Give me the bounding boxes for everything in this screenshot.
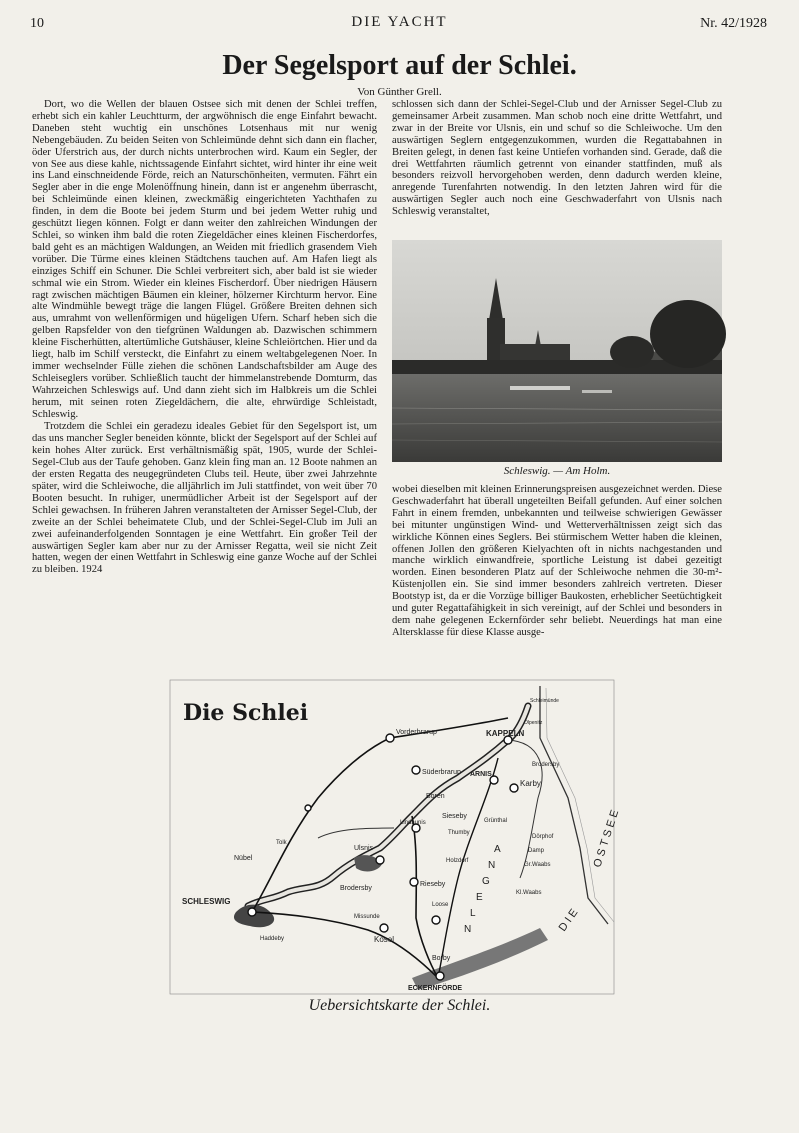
map-region-letter: A [494,844,501,855]
paragraph: Trotzdem die Schlei ein geradezu ideales Gebiet für den Segelsport ist, um das uns mancher Segler beneiden könnte, blickt der Segelsport auf der Schlei auf kein hohes Alter zurück. Erst verhältnismäßig spät, 1905, wurde der Schlei-Segel-Club aus der Taufe gehoben. Ganz klein fing man an. 12 Boote nahmen an der ersten Regatta des neugegründeten Clubs teil. Heute, über zwei Jahrzehnte später, wird die Schleiwoche, die alljährlich im Juli stattfindet, von weit über 70 Booten besucht. In ruhiger, unermüdlicher Arbeit ist der Segelsport auf der Schlei gewachsen. In früheren Jahren veranstalteten der Arnisser Segel-Club, der zweite an der Schlei beheimatete Club, und der Schlei-Segel-Club im Juli an zwei aufeinanderfolgenden Sonntagen je eine Wettfahrt. Ein großer Teil der auswärtigen Segler kam aber nur zu der Arnisser Regatta, weil sie nicht Zeit hatten, wegen der einen Wettfahrt in Schleswig eine ganze Woche auf der Schlei zu bleiben. 1924 [32,421,377,576]
map-label-holzdorf: Holzdorf [446,858,469,864]
map-label-olpenitz: Olpenitz [524,720,543,726]
paragraph: schlossen sich dann der Schlei-Segel-Club und der Arnisser Segel-Club zu gemeinsamer Arbeit zusammen. Man schob noch eine dritte Wettfahrt, und zwar in der Breite vor Ulsnis, ein und schuf so die Schleiwoche. Um den auswärtigen Seglern entgegenzukommen, wurden die Regattabahnen in Breiten gelegt, in denen fast keine Untiefen vorhanden sind. Gerade, daß die drei Wettfahrten räumlich getrennt von einander stattfinden, muß als besonders reizvoll hervorgehoben werden, denn dadurch werden kleine, anregende Turenfahrten notwendig. In den letzten Jahren wird für die auswärtigen Segler auch noch eine Geschwaderfahrt von Ulsnis nach Schleswig veranstaltet, [392,99,722,218]
map-label-lindaunis: Lindaunis [400,820,426,826]
map-label-kl-waabs: Kl.Waabs [516,890,542,896]
map-region-letter: N [488,860,496,871]
map-label-ulsnis: Ulsnis [354,845,374,852]
article-column-right-top [392,99,722,219]
map-label-doerphof: Dörphof [532,834,554,840]
map-label-suderbrarup: Süderbrarup [422,769,461,776]
map-label-gruenthal: Grünthal [484,818,508,824]
map-label-schleswig: SCHLESWIG [182,897,231,906]
map-label-rieseby: Rieseby [420,881,446,888]
map-label-thumby: Thumby [448,830,470,836]
map-label-nuebel: Nübel [234,855,253,862]
map-label-vorderbrarup: Vorderbrarup [396,729,437,736]
photo-caption: Schleswig. — Am Holm. [503,465,611,477]
article-column-left [32,99,377,577]
map-label-karby: Karby [520,779,541,788]
map-label-borby: Borby [432,955,451,962]
map-label-missunde: Missunde [354,914,380,920]
article-column-right-bottom [392,484,722,640]
paragraph: wobei dieselben mit kleinen Erinnerungspreisen ausgezeichnet werden. Diese Geschwaderfahrt hat überall ungeteilten Beifall gefunden. Auf einer solchen Fahrt in einem fremden, unbekannten und teilweise schwierigen Gewässer bei mitunter ungünstigen Wind- und Wetterverhältnissen zeigt sich das wirkliche Können eines Seglers. Bei stürmischem Wetter haben die kleinen, offenen Jollen den größeren Kielyachten oft in nichts nachgestanden und manche wirklich einwandfreie, sportliche Leistung ist dabei gezeitigt worden. Einen besonderen Platz auf der Schleiwoche nehmen die 30-m²-Küstenjollen ein. Sie sind immer besonders zahlreich vertreten. Dieser Bootstyp ist, da er die Vorzüge billiger Baukosten, erheblicher Seetüchtigkeit und guter Regattafähigkeit in sich vereinigt, auf der Schlei und besonders in dem nahe gelegenen Eckernförder sehr beliebt. Neuerdings hat man eine Altersklasse für diese Klasse ausge- [392,484,722,638]
map-label-loose: Loose [432,902,449,908]
map-label-kappeln: KAPPELN [486,729,525,738]
map-label-tolk: Tolk [276,840,287,846]
map-caption: Uebersichtskarte der Schlei. [308,997,491,1014]
map-sea-label: OSTSEE [591,805,623,869]
map-label-damp: Damp [528,848,545,854]
map-label-schleimuende: Schleimünde [530,698,559,704]
map-label-eckernfoerde: ECKERNFÖRDE [408,985,463,992]
map-region-letter: G [482,876,490,887]
map-label-brodersby-north: Brodersby [532,762,560,768]
map-region-letter: L [470,908,476,919]
map-label-boren: Boren [426,793,445,800]
map-label-arnis: ARNIS [470,771,492,778]
byline: Von Günther Grell. [357,86,442,98]
photo-schleswig-am-holm [392,240,722,462]
map-label-haddeby: Haddeby [260,936,285,942]
map-region-letter: E [476,892,483,903]
map-label-brodersby-south: Brodersby [340,885,372,892]
map-label-sieseby: Sieseby [442,813,467,820]
map-heading: Die Schlei [183,700,309,726]
magazine-title: DIE YACHT [351,14,448,30]
map-label-kosel: Kosel [374,935,395,944]
photo-image [392,240,722,462]
paragraph: Dort, wo die Wellen der blauen Ostsee sich mit denen der Schlei treffen, erhebt sich ein kahler Leuchtturm, der argwöhnisch die enge Einfahrt bewacht. Daneben steht wuchtig ein unschönes Lotsenhaus mit nur wenig Nebengebäuden. Zu beiden Seiten von Schleimünde dehnt sich dann ein flacher, öder Uferstrich aus, der durch nichts unterbrochen wird. Kaum ein Segler, der von See aus diese kahle, nichtssagende Einfahrt sichtet, wird hinter ihr eine weit ins Land einschneidende Förde, reich an Naturschönheiten, vermuten. Fährt ein Segler aber in die enge Molenöffnung hinein, dann ist er angenehm überrascht, bei Schleimünde einen kleinen, zweckmäßig eingerichteten Yachthafen zu finden, in dem die Boote bei jedem Sturm und bei jedem Wetter ruhig und geschützt liegen können. Folgt er dann weiter den zahlreichen Windungen der Schlei, so winken ihm bald die roten Ziegeldächer eines kleinen Fischerdorfes, bald geht es an mächtigen Waldungen, an Weiden mit friedlich grasendem Vieh vorüber. Die Türme eines kleinen Städtchens tauchen auf. Am Hafen liegt als einziges Schiff ein Schuner. Die Schlei verbreitert sich, aber bald ist sie wieder schmal wie ein Strom. Wieder ein kleines Fischerdorf. Über niedrigen Häusern ragt zwischen mächtigen Bäumen ein kleiner, hölzerner Kirchturm hervor. Eine alte Windmühle bewegt träge die langen Flügel. Größere Breiten dehnen sich aus, umrahmt von wellenförmigen und hügeligen Ufern. Scharf heben sich die gelben Rapsfelder von den tiefgrünen Waldungen ab. Dazwischen schimmern kleine Fischerhütten, altertümliche Gutshäuser, kleine Schleiörtchen. Hier und da liegt, halb im Schilf versteckt, die Einfahrt zu einem weltabgelegenen Noer. In immer wechselnder Fülle ziehen die schönen Landschaftsbilder am Auge des Schleiseglers vorüber. Schließlich taucht der himmelanstrebende Domturm, das Wahrzeichen Schleswigs auf. Und dann zieht sich im Halbkreis um die Schlei herum, mit seinen roten Ziegeldächern, die alte, ehrwürdige Schleistadt, Schleswig. [32,99,377,420]
article-title: Der Segelsport auf der Schlei. [222,50,577,81]
map-region-letter: N [464,924,472,935]
map-sea-label-die: DIE [556,904,583,934]
issue-number: Nr. 42/1928 [700,16,767,31]
page-number: 10 [30,16,44,31]
map-label-gr-waabs: Gr.Waabs [524,862,551,868]
